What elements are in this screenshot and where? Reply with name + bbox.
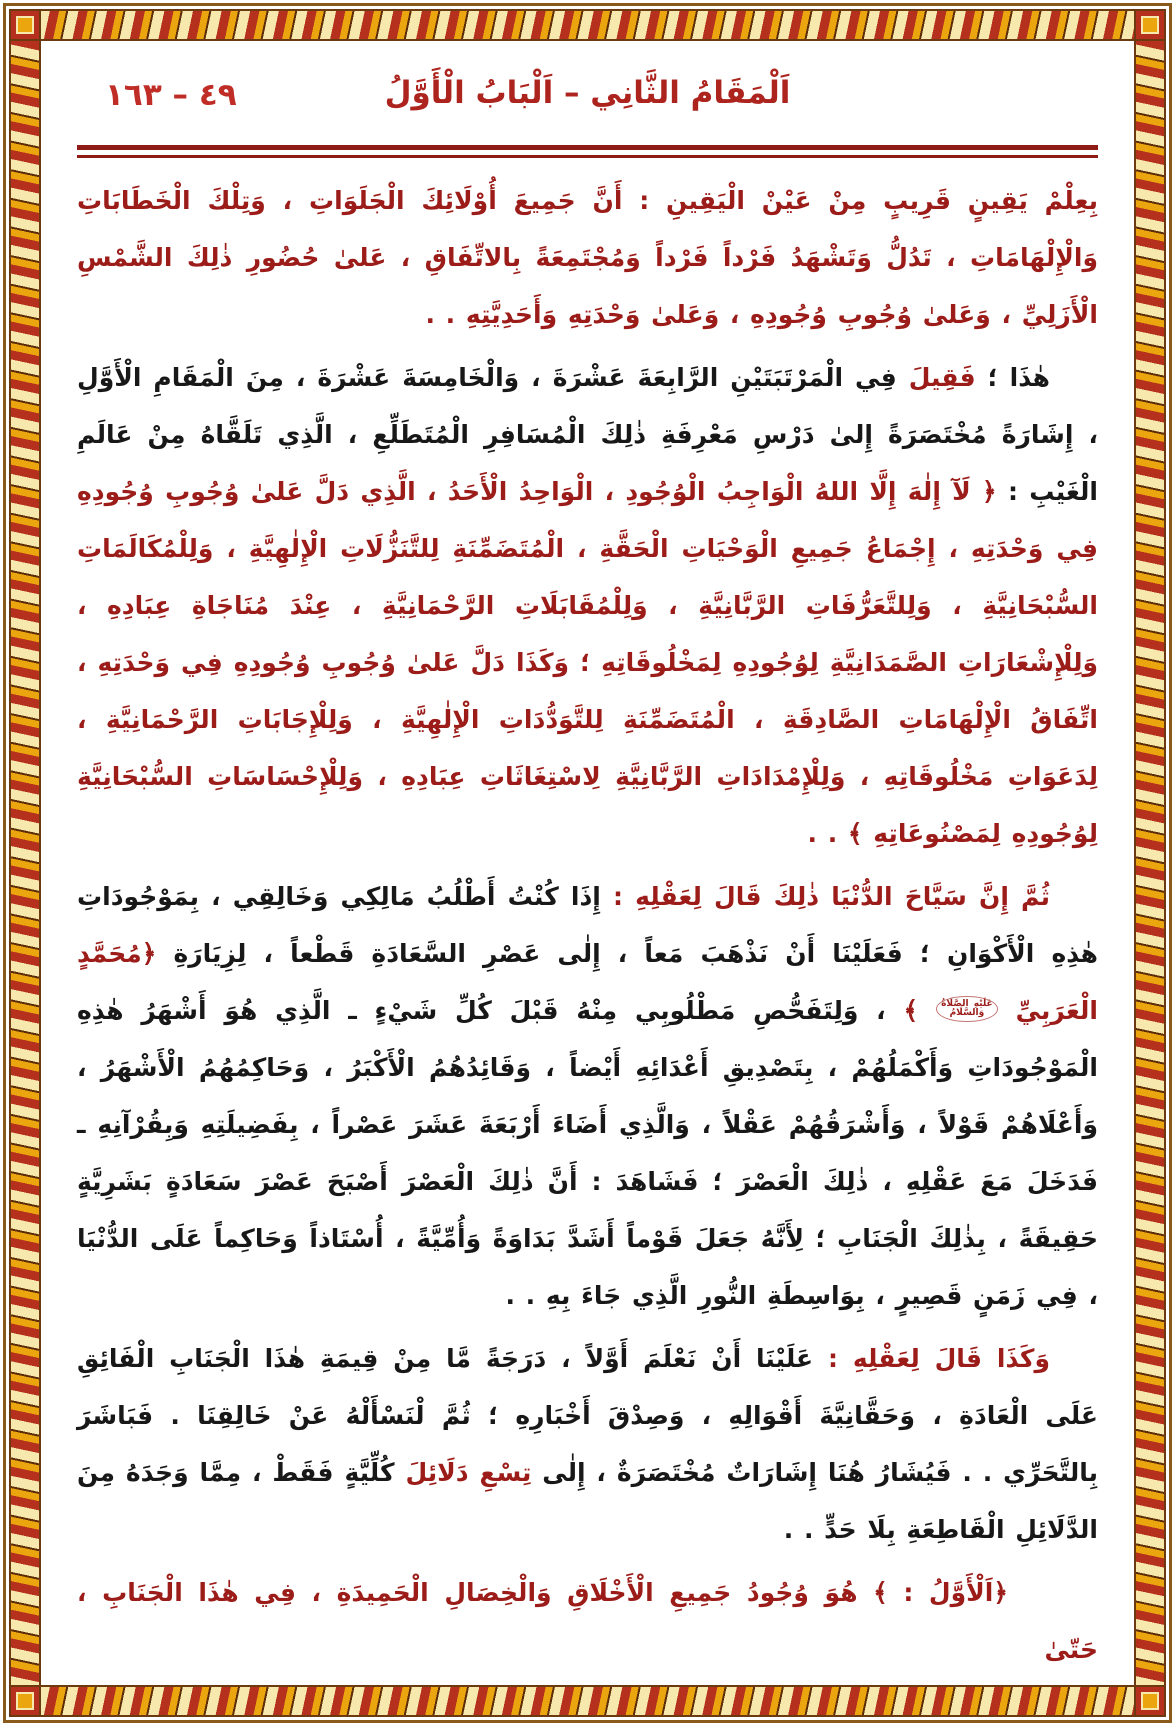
corner-rosette	[1134, 9, 1166, 41]
text-segment: وَكَذَا قَالَ لِعَقْلِهِ :	[813, 1344, 1050, 1373]
page-header	[77, 75, 1098, 139]
text-segment: كُلِّيَّةٍ فَقَطْ ، مِمَّا وَجَدَهُ مِنَ الدَّلَائِلِ الْقَاطِعَةِ بِلَا حَدٍّ . .	[77, 1458, 1098, 1544]
body-text	[77, 172, 1098, 1678]
text-segment: ، وَلِتَفَحُّصِ مَطْلُوبِي مِنْهُ قَبْلَ كُلِّ شَيْءٍ ـ الَّذِي هُوَ أَشْهَرُ هٰذِهِ الْمَوْجُودَاتِ وَأَكْمَلُهُمْ ، بِتَصْدِيقِ أَعْدَائِهِ أَيْضاً ، وَقَائِدُهُمُ الْأَكْبَرُ ، وَحَاكِمُهُمُ الْأَشْهَرُ ، وَأَعْلَاهُمْ قَوْلاً ، وَأَشْرَقُهُمْ عَقْلاً ، وَالَّذِي أَضَاءَ أَرْبَعَةَ عَشَرَ عَصْراً ، بِفَضِيلَتِهِ وَبِقُرْآنِهِ ـ فَدَخَلَ مَعَ عَقْلِهِ ، ذٰلِكَ الْعَصْرَ ؛ فَشَاهَدَ : أَنَّ ذٰلِكَ الْعَصْرَ أَصْبَحَ عَصْرَ سَعَادَةٍ بَشَرِيَّةٍ حَقِيقَةً ، بِذٰلِكَ الْجَنَابِ ؛ لِأَنَّهُ جَعَلَ قَوْماً أَشَدَّ بَدَاوَةً وَأُمِّيَّةً ، أُسْتَاذاً وَحَاكِماً عَلَى الدُّنْيَا ، فِي زَمَنٍ قَصِيرٍ ، بِوَاسِطَةِ النُّورِ الَّذِي جَاءَ بِهِ . .	[77, 996, 1098, 1310]
ornament-border-right	[1134, 9, 1166, 1717]
paragraph	[77, 172, 1098, 343]
paragraph	[77, 868, 1098, 1324]
text-segment: عَلَيْنَا أَنْ نَعْلَمَ أَوَّلاً ، دَرَجَةً مَّا مِنْ قِيمَةِ هٰذَا الْجَنَابِ الْفَائِقِ عَلَى الْعَادَةِ ، وَحَقَّانِيَّةَ أَقْوَالِهِ ، وَصِدْقَ أَخْبَارِهِ ؛ ثُمَّ لْنَسْأَلْهُ عَنْ خَالِقِنَا . فَبَاشَرَ بِالتَّحَرِّي . . فَيُشَارُ هُنَا إِشَارَاتٌ مُخْتَصَرَةٌ ، إِلٰى	[77, 1344, 1098, 1487]
text-segment: بِعِلْمْ يَقِينٍ قَرِيبٍ مِنْ عَيْنْ الْيَقِينِ : أَنَّ جَمِيعَ أُوْلَائِكَ الْجَلَوَاتِ ، وَتِلْكَ الْخَطَابَاتِ وَالْإِلْهَامَاتِ ، تَدُلُّ وَتَشْهَدُ فَرْداً فَرْداً وَمُجْتَمِعَةً بِالاتِّفَاقِ ، عَلىٰ حُضُورِ ذٰلِكَ الشَّمْسِ الْأَزَلِيِّ ، وَعَلىٰ وُجُوبِ وُجُودِهِ ، وَعَلىٰ وَحْدَتِهِ وَأَحَدِيَّتِهِ . .	[77, 186, 1098, 329]
header-divider	[77, 145, 1098, 158]
text-segment: ﴾	[903, 996, 936, 1025]
text-segment: ﴿ لَآ إِلٰهَ إِلَّا اللهُ الْوَاجِبُ الْوُجُودِ ، الْوَاحِدُ الْأَحَدُ ، الَّذِي دَلَّ عَلىٰ وُجُوبِ وُجُودِهِ فِي وَحْدَتِهِ ، إِجْمَاعُ جَمِيعِ الْوَحْيَاتِ الْحَقَّةِ ، الْمُتَضَمِّنَةِ لِلتَّنَزُّلَاتِ الْإِلٰهِيَّةِ ، وَلِلْمُكَالَمَاتِ السُّبْحَانِيَّةِ ، وَلِلتَّعَرُّفَاتِ الرَّبَّانِيَّةِ ، وَلِلْمُقَابَلَاتِ الرَّحْمَانِيَّةِ ، عِنْدَ مُنَاجَاةِ عِبَادِهِ ، وَلِلْإِشْعَارَاتِ الصَّمَدَانِيَّةِ لِوُجُودِهِ لِمَخْلُوقَاتِهِ ؛ وَكَذَا دَلَّ عَلىٰ وُجُوبِ وُجُودِهِ فِي وَحْدَتِهِ ، اتِّفَاقُ الْإِلْهَامَاتِ الصَّادِقَةِ ، الْمُتَضَمِّنَةِ لِلتَّوَدُّدَاتِ الْإِلٰهِيَّةِ ، وَلِلْإِجَابَاتِ الرَّحْمَانِيَّةِ ، لِدَعَوَاتِ مَخْلُوقَاتِهِ ، وَلِلْإِمْدَادَاتِ الرَّبَّانِيَّةِ لِاسْتِغَاثَاتِ عِبَادِهِ ، وَلِلْإِحْسَاسَاتِ السُّبْحَانِيَّةِ لِوُجُودِهِ لِمَصْنُوعَاتِهِ ﴾ . .	[77, 477, 1098, 848]
corner-rosette	[9, 1685, 41, 1717]
ornament-border-bottom	[9, 1685, 1166, 1717]
corner-rosette	[9, 9, 41, 41]
text-segment: إِذَا كُنْتُ أَطْلُبُ مَالِكِي وَخَالِقِي ، بِمَوْجُودَاتِ هٰذِهِ الْأَكْوَانِ ؛ فَعَلَيْنَا أَنْ نَذْهَبَ مَعاً ، إِلٰى عَصْرِ السَّعَادَةِ قَطْعاً ، لِزِيَارَةِ	[77, 882, 1098, 968]
text-segment: تِسْعِ دَلَائِلَ	[394, 1458, 532, 1487]
text-segment: ﴿مُحَمَّدٍ الْعَرَبِيِّ	[77, 939, 1098, 1025]
page-number: ٤٩ – ١٦٣	[105, 77, 237, 113]
ornament-border-top	[9, 9, 1166, 41]
text-segment: ثُمَّ إِنَّ سَيَّاحَ الدُّنْيَا ذٰلِكَ قَالَ لِعَقْلِهِ :	[600, 882, 1050, 911]
corner-rosette	[1134, 1685, 1166, 1717]
text-segment: فَقِيلَ	[896, 363, 976, 392]
text-segment: ﴿اَلْأَوَّلُ : ﴾ هُوَ وُجُودُ جَمِيعِ الْأَخْلَاقِ وَالْخِصَالِ الْحَمِيدَةِ ، فِي هٰذَا الْجَنَابِ ، حَتّىٰ	[77, 1578, 1098, 1664]
text-segment: فِي الْمَرْتَبَتَيْنِ الرَّابِعَةَ عَشْرَةَ ، وَالْخَامِسَةَ عَشْرَةَ ، مِنَ الْمَقَامِ الْأَوَّلِ ، إِشَارَةً مُخْتَصَرَةً إِلىٰ دَرْسِ مَعْرِفَةِ ذٰلِكَ الْمُسَافِرِ الْمُتَطَلِّعِ ، الَّذِي تَلَقَّاهُ مِنْ عَالَمِ الْغَيْبِ :	[77, 363, 1098, 506]
paragraph	[77, 349, 1098, 862]
paragraph	[77, 1564, 1098, 1678]
text-segment: هٰذَا ؛	[975, 363, 1051, 392]
ornament-border-left	[9, 9, 41, 1717]
paragraph	[77, 1330, 1098, 1558]
page-title: اَلْمَقَامُ الثَّانِي – اَلْبَابُ الْأَوَّلُ	[384, 75, 791, 111]
prophet-seal: عَلَيْهِ الصَّلَاةُ وَالسَّلَامُ	[936, 996, 998, 1023]
page-content	[47, 47, 1128, 1679]
